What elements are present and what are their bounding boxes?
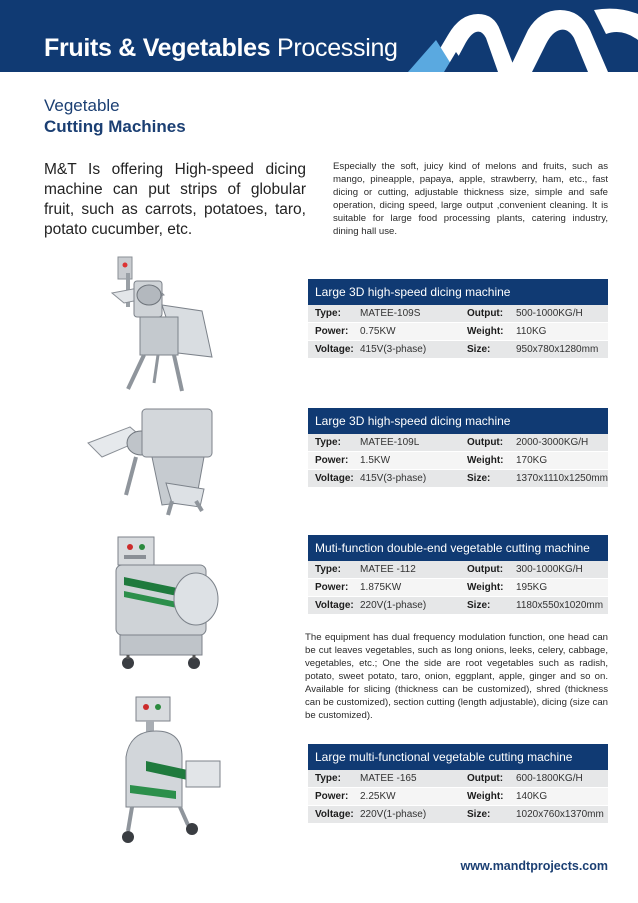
output-label: Output: [467,773,504,784]
intro-left-text: M&T Is offering High-speed dicing machine can put strips of globular fruit, such as carrots, potatoes, taro, potato cucumber, etc. [44,161,306,238]
weight-value: 195KG [516,582,548,593]
spec-row [308,434,608,452]
output-value: 300-1000KG/H [516,564,583,575]
size-label: Size: [467,344,491,355]
spec-row [308,452,608,470]
intro-right-text: Especially the soft, juicy kind of melons and fruits, such as mango, pineapple, papaya, apple, strawberry, ham, etc., fast dicing or cutting, adjustable thickness size, simple and safe operation, dicing speed, large output ,convenient cleaning. It is suitable for large food processing plants, catering industry, dining hall use. [333,161,608,237]
section-title-line1: Vegetable [44,96,120,115]
type-label: Type: [315,564,341,575]
size-value: 1020x760x1370mm [516,809,604,820]
type-value: MATEE-109L [360,437,420,448]
weight-label: Weight: [467,326,504,337]
spec-title: Muti-function double-end vegetable cutting machine [308,535,608,561]
spec-row [308,305,608,323]
voltage-value: 220V(1-phase) [360,600,427,611]
website-link[interactable]: www.mandtprojects.com [460,859,608,873]
type-value: MATEE-109S [360,308,421,319]
output-label: Output: [467,564,504,575]
spec-title: Large multi-functional vegetable cutting machine [308,744,608,770]
voltage-value: 415V(3-phase) [360,473,427,484]
spec-row [308,470,608,488]
spec-row [308,788,608,806]
power-label: Power: [315,582,349,593]
spec-row [308,770,608,788]
power-label: Power: [315,326,349,337]
spec-table-4 [308,744,608,824]
voltage-label: Voltage: [315,600,354,611]
voltage-label: Voltage: [315,344,354,355]
size-value: 950x780x1280mm [516,344,599,355]
size-label: Size: [467,600,491,611]
spec-table-3 [308,535,608,615]
dicing-machine-109l-image [86,405,216,517]
double-end-cutting-machine-image [112,535,224,675]
section-title [44,95,186,137]
type-value: MATEE -165 [360,773,417,784]
double-end-description: The equipment has dual frequency modulation function, one head can be cut leaves vegetables, such as long onions, leeks, celery, cabbage, vegetables, etc.; One the side are root vegetables such as radish, potato, sweet potato, taro, onion, eggplant, apple, ginger and so on. Available for slicing (thickness can be customized), shred (thickness can be customized), section cutting (length adjustable), dicing (size can be customized). [305,632,608,721]
spec-row [308,806,608,824]
power-value: 1.875KW [360,582,402,593]
weight-value: 140KG [516,791,548,802]
size-label: Size: [467,473,491,484]
weight-label: Weight: [467,582,504,593]
size-value: 1180x550x1020mm [516,600,604,611]
type-label: Type: [315,773,341,784]
weight-value: 110KG [516,326,547,337]
type-value: MATEE -112 [360,564,416,575]
size-value: 1370x1110x1250mm [516,473,608,484]
power-value: 0.75KW [360,326,396,337]
voltage-label: Voltage: [315,473,354,484]
voltage-label: Voltage: [315,809,354,820]
page-title [44,34,398,63]
weight-label: Weight: [467,455,504,466]
power-label: Power: [315,791,349,802]
size-label: Size: [467,809,491,820]
output-label: Output: [467,308,504,319]
voltage-value: 220V(1-phase) [360,809,427,820]
spec-row [308,323,608,341]
header-banner [0,0,638,72]
title-light: Processing [276,34,398,62]
spec-row [308,597,608,615]
output-value: 2000-3000KG/H [516,437,589,448]
power-value: 2.25KW [360,791,396,802]
power-value: 1.5KW [360,455,391,466]
weight-label: Weight: [467,791,504,802]
type-label: Type: [315,437,341,448]
mt-logo-icon [408,0,638,72]
power-label: Power: [315,455,349,466]
dicing-machine-109s-image [104,255,216,395]
spec-row [308,561,608,579]
type-label: Type: [315,308,341,319]
spec-row [308,579,608,597]
title-bold: Fruits & Vegetables [44,34,271,62]
spec-table-1 [308,279,608,359]
output-label: Output: [467,437,504,448]
multi-functional-cutting-machine-image [116,695,226,850]
spec-row [308,341,608,359]
spec-title: Large 3D high-speed dicing machine [308,279,608,305]
spec-title: Large 3D high-speed dicing machine [308,408,608,434]
weight-value: 170KG [516,455,548,466]
spec-table-2 [308,408,608,488]
voltage-value: 415V(3-phase) [360,344,427,355]
output-value: 600-1800KG/H [516,773,583,784]
output-value: 500-1000KG/H [516,308,583,319]
section-title-line2: Cutting Machines [44,117,186,136]
